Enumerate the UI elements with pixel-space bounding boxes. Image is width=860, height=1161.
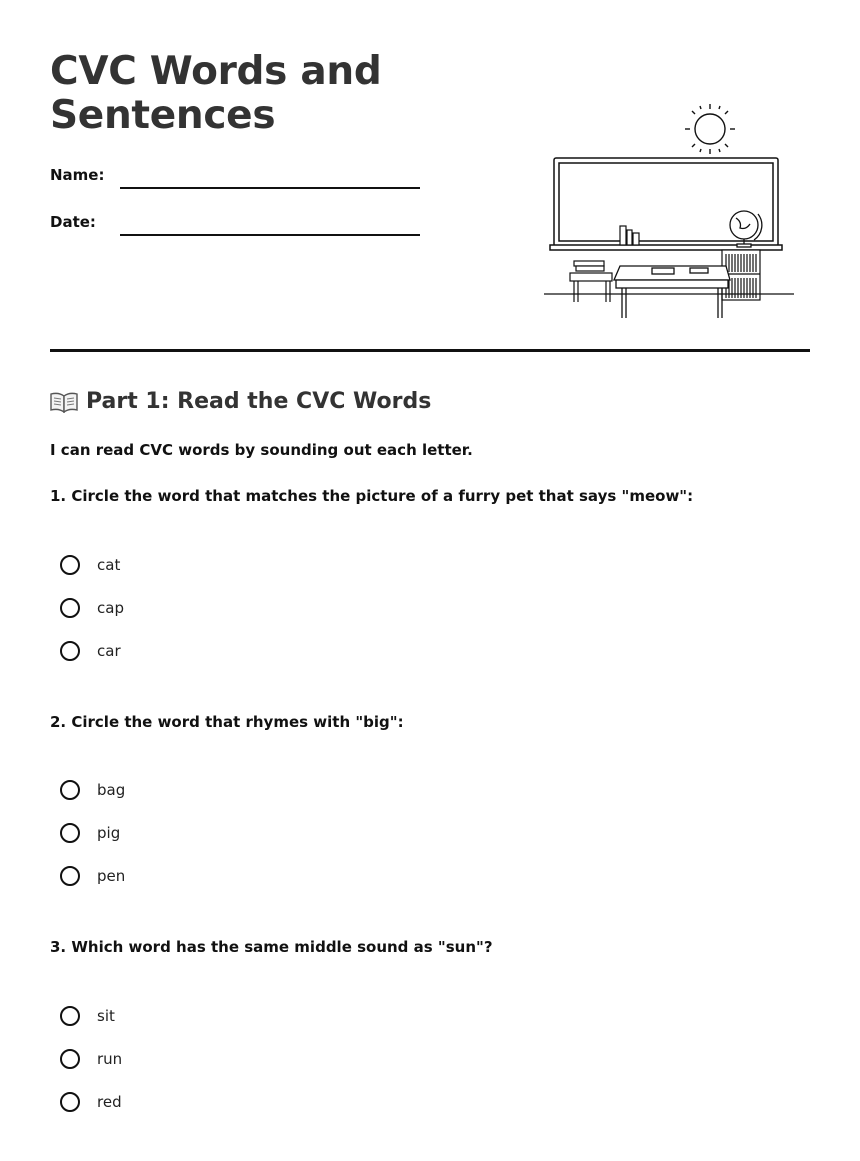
radio-circle[interactable] bbox=[60, 780, 80, 800]
sun-icon bbox=[685, 104, 735, 154]
question-prompt: 3. Which word has the same middle sound as "sun"? bbox=[50, 938, 493, 956]
question-prompt: 1. Circle the word that matches the picture of a furry pet that says "meow": bbox=[50, 487, 694, 505]
answer-option[interactable] bbox=[60, 777, 125, 803]
option-label: bag bbox=[97, 781, 126, 799]
radio-circle[interactable] bbox=[60, 823, 80, 843]
option-label: car bbox=[97, 642, 121, 660]
classroom-illustration bbox=[540, 98, 800, 324]
radio-circle[interactable] bbox=[60, 598, 80, 618]
radio-circle[interactable] bbox=[60, 641, 80, 661]
student-desk-icon bbox=[570, 261, 612, 302]
radio-circle[interactable] bbox=[60, 1006, 80, 1026]
instructions-text: I can read CVC words by sounding out each letter. bbox=[50, 441, 473, 459]
question-prompt: 2. Circle the word that rhymes with "big": bbox=[50, 713, 404, 731]
answer-option[interactable] bbox=[60, 863, 125, 889]
answer-option[interactable] bbox=[60, 1003, 115, 1029]
option-label: run bbox=[97, 1050, 123, 1068]
section-heading bbox=[50, 389, 431, 414]
open-book-icon bbox=[50, 391, 78, 413]
radio-circle[interactable] bbox=[60, 1049, 80, 1069]
option-label: sit bbox=[97, 1007, 115, 1025]
answer-option[interactable] bbox=[60, 638, 121, 664]
answer-option[interactable] bbox=[60, 820, 120, 846]
name-label: Name: bbox=[50, 166, 105, 184]
section-heading-text: Part 1: Read the CVC Words bbox=[86, 389, 432, 414]
name-field[interactable] bbox=[120, 187, 420, 189]
radio-circle[interactable] bbox=[60, 555, 80, 575]
date-field[interactable] bbox=[120, 234, 420, 236]
option-label: cat bbox=[97, 556, 121, 574]
option-label: red bbox=[97, 1093, 122, 1111]
radio-circle[interactable] bbox=[60, 1092, 80, 1112]
page-title: CVC Words and Sentences bbox=[50, 49, 382, 138]
radio-circle[interactable] bbox=[60, 866, 80, 886]
option-label: pen bbox=[97, 867, 126, 885]
option-label: cap bbox=[97, 599, 124, 617]
answer-option[interactable] bbox=[60, 595, 124, 621]
header-divider bbox=[50, 349, 810, 352]
answer-option[interactable] bbox=[60, 1046, 122, 1072]
books-icon bbox=[620, 226, 639, 245]
teacher-desk-icon bbox=[614, 266, 730, 318]
answer-option[interactable] bbox=[60, 552, 120, 578]
date-label: Date: bbox=[50, 213, 96, 231]
answer-option[interactable] bbox=[60, 1089, 122, 1115]
option-label: pig bbox=[97, 824, 121, 842]
